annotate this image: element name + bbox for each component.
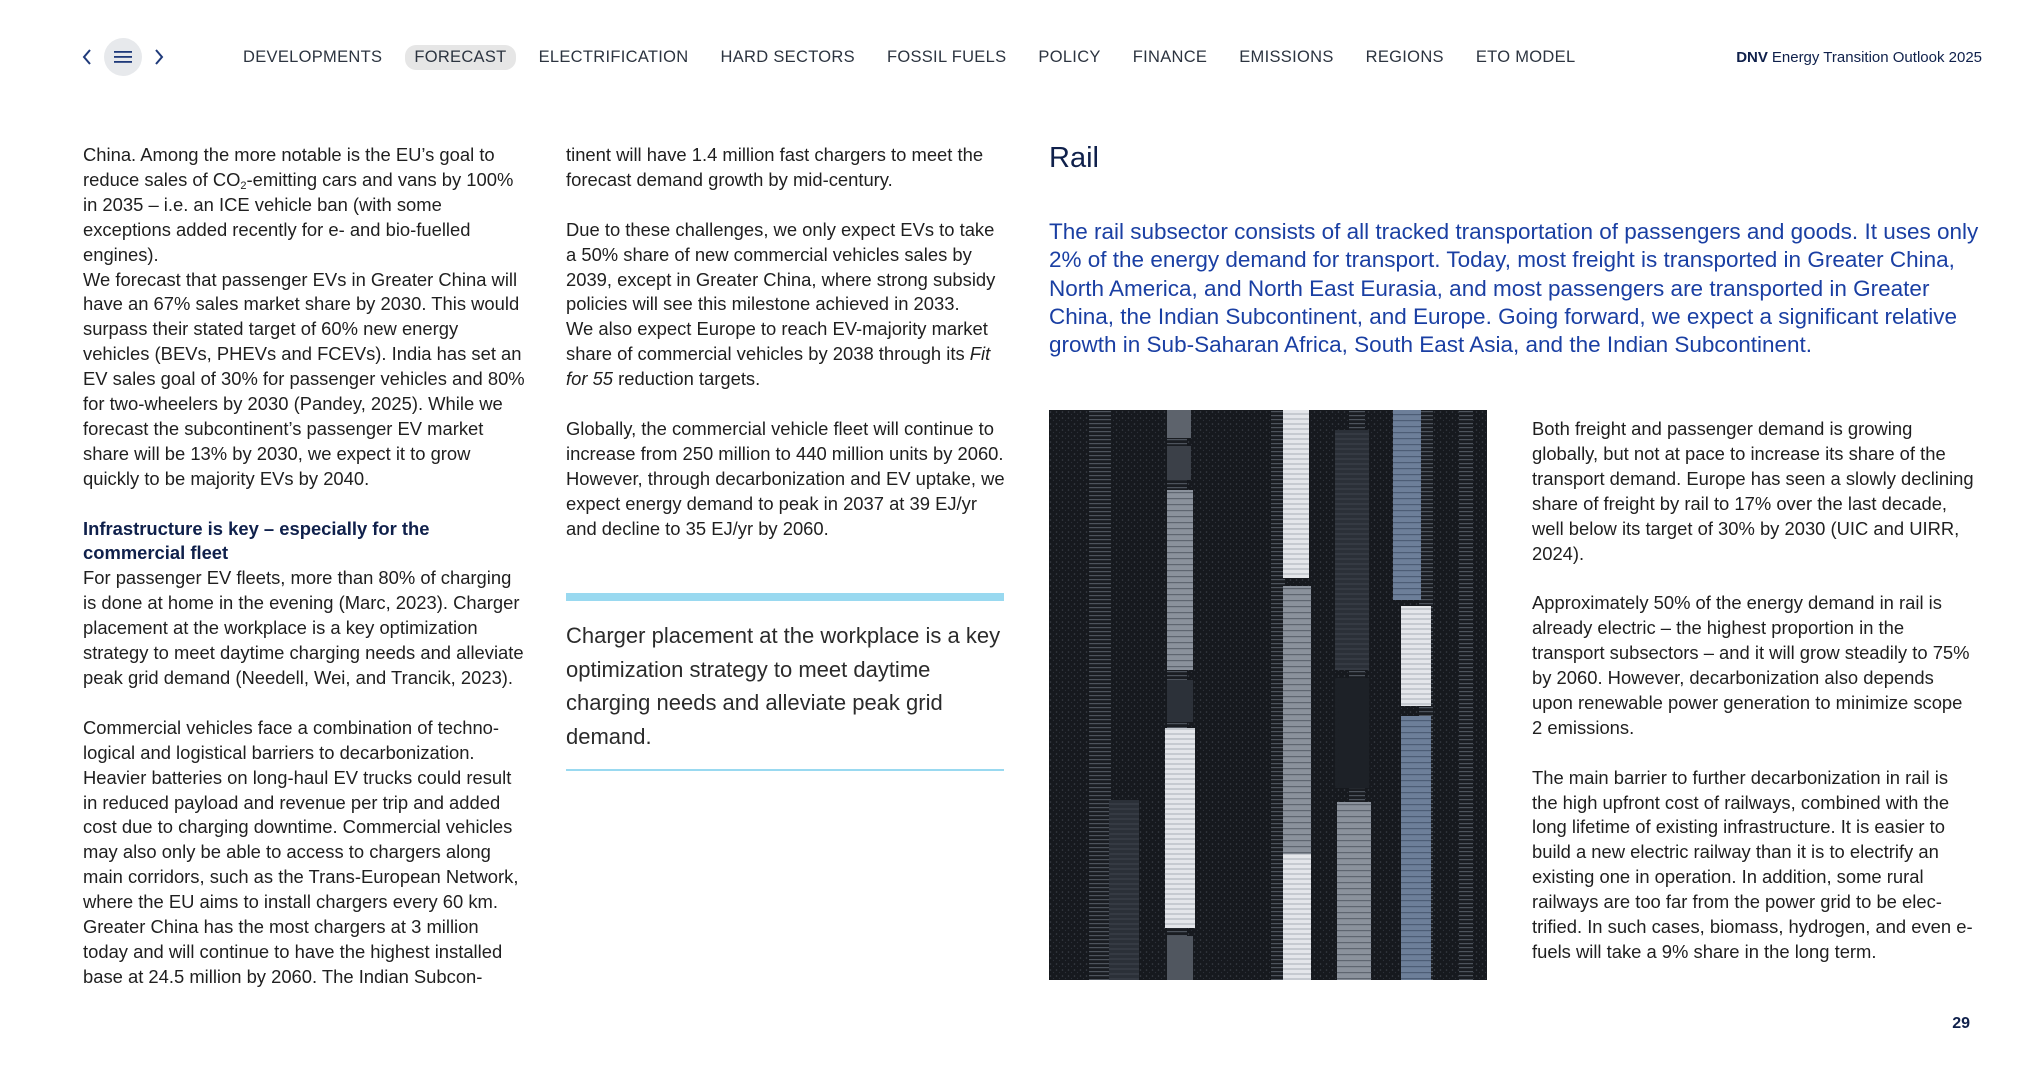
tab-fossil-fuels[interactable]: FOSSIL FUELS [886, 48, 1007, 66]
paragraph: For passenger EV fleets, more than 80% of charging is done at home in the evening (Marc, 2023). Charger placement at the workplace is a key optimization strategy to meet daytime charging needs and alleviate peak grid demand (Needell, Wei, and Trancik, 2023). [83, 567, 524, 689]
chevron-right-icon [153, 48, 165, 66]
tab-eto-model[interactable]: ETO MODEL [1475, 48, 1576, 66]
paragraph-text: -emitting cars and vans by 100% in 2035 – i.e. an ICE vehicle ban (with some exceptions added recently for e- and bio-fuelled engines). [83, 168, 514, 265]
text-column-3 [1532, 417, 1977, 965]
tab-forecast[interactable]: FORECAST [405, 45, 515, 70]
paragraph: Due to these challenges, we only expect EVs to take a 50% share of new commercial vehicles sales by 2039, except in Greater China, where strong subsidy policies will see this milestone achieved in 2033. [566, 218, 996, 315]
paragraph: Globally, the commercial vehicle fleet will continue to increase from 250 million to 440 million units by 2060. However, through decarbonization and EV uptake, we expect energy demand to peak in 2037 at 39 EJ/yr and decline to 35 EJ/yr by 2060. [566, 417, 1005, 539]
tab-finance[interactable]: FINANCE [1132, 48, 1208, 66]
brand-company: DNV [1736, 49, 1768, 66]
tab-developments[interactable]: DEVELOPMENTS [243, 48, 383, 66]
section-lead: The rail subsector consists of all tracked transportation of passengers and goods. It uses only 2% of the energy demand for transport. Today, most freight is transported in Greater China, North America, and North East Eurasia, and most passengers are transported in Greater China, the Indian Subcontinent, and Europe. Going forward, we expect a significant relative growth in Sub-Saharan Africa, South East Asia, and the Indian Subcontinent. [1049, 219, 1979, 358]
text-column-1 [83, 143, 525, 990]
top-navigation [0, 0, 2040, 112]
paragraph: Both freight and passenger demand is growing globally, but not at pace to increase its share of the transport demand. Europe has seen a slowly declining share of freight by rail to 17% over the last decade, well below its target of 30% by 2030 (UIC and UIRR, 2024). [1532, 418, 1974, 564]
paragraph: Approximately 50% of the energy demand in rail is already electric – the highest proportion in the transport subsectors – and it will grow steadily to 75% by 2060. However, decarbonization also depends upon renewable power generation to minimize scope 2 emissions. [1532, 592, 1970, 738]
tab-emissions[interactable]: EMISSIONS [1239, 48, 1334, 66]
aerial-trains-photo [1049, 410, 1487, 980]
paragraph [566, 317, 1006, 392]
policy-name: Fit for 55 [566, 343, 991, 390]
section-tabs [243, 45, 1607, 70]
page-number: 29 [1952, 1015, 1970, 1032]
tab-hard-sectors[interactable]: HARD SECTORS [720, 48, 855, 66]
paragraph [83, 143, 525, 268]
brand-publication: Energy Transition Outlook 2025 [1771, 49, 1982, 66]
next-page-button[interactable] [142, 40, 176, 74]
section-title: Rail [1049, 142, 1099, 174]
hamburger-menu-icon [114, 50, 132, 64]
paragraph: We forecast that passenger EVs in Greater China will have an 67% sales market share by 2030. This would surpass their stated target of 60% new energy vehicles (BEVs, PHEVs and FCEVs). India has set an EV sales goal of 30% for passenger vehicles and 80% for two-wheelers by 2030 (Pandey, 2025). While we forecast the subcontinent’s passenger EV market share will be 13% by 2030, we expect it to grow quickly to be majority EVs by 2040. [83, 268, 525, 489]
paragraph-text: reduction targets. [613, 368, 761, 390]
subscript: 2 [240, 179, 247, 192]
publication-brand[interactable] [1736, 49, 1982, 66]
paragraph: tinent will have 1.4 million fast chargers to meet the forecast demand growth by mid-century. [566, 144, 984, 190]
section-subheading: Infrastructure is key – especially for the commercial fleet [83, 517, 430, 564]
tab-regions[interactable]: REGIONS [1365, 48, 1444, 66]
paragraph-text: China. Among the more notable is the EU’s goal to reduce sales of CO [83, 144, 495, 190]
paragraph: The main barrier to further decarbonization in rail is the high upfront cost of railways, combined with the long lifetime of existing infrastructure. It is easier to build a new electric railway than it is to electrify an existing one in operation. In addition, some rural railways are too far from the power grid to be elec-trified. In such cases, biomass, hydrogen, and even e-fuels will take a 9% share in the long term. [1532, 766, 1973, 962]
previous-page-button[interactable] [70, 40, 104, 74]
menu-button[interactable] [104, 38, 142, 76]
paragraph: Commercial vehicles face a combination of techno-logical and logistical barriers to decarbonization. Heavier batteries on long-haul EV trucks could result in reduced payload and revenue per trip and added cost due to charging downtime. Commercial vehicles may also only be able to access to chargers along main corridors, such as the Trans-European Network, where the EU aims to install chargers every 60 km. Greater China has the most chargers at 3 million today and will continue to have the highest installed base at 24.5 million by 2060. The Indian Subcon- [83, 716, 519, 987]
paragraph-text: We also expect Europe to reach EV-majority market share of commercial vehicles by 2038 through its [566, 318, 988, 365]
pull-quote: Charger placement at the workplace is a key optimization strategy to meet daytime charging needs and alleviate peak grid demand. [566, 593, 1004, 771]
tab-electrification[interactable]: ELECTRIFICATION [538, 48, 689, 66]
text-column-2 [566, 143, 1006, 541]
tab-policy[interactable]: POLICY [1038, 48, 1101, 66]
chevron-left-icon [81, 48, 93, 66]
